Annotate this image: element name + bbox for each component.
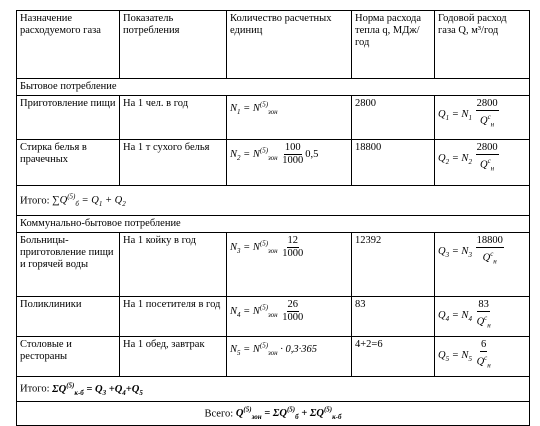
header-norm: Норма расхода тепла q, МДж/год	[352, 11, 435, 79]
row-norm: 83	[352, 297, 435, 337]
section-row-communal	[17, 216, 530, 233]
row-norm: 2800	[352, 96, 435, 140]
row-units-formula: $N_1 = N^{(5)}_{зон}$	[227, 96, 352, 140]
table-row	[17, 297, 530, 337]
grand-total-row	[17, 401, 530, 426]
row-q-formula: $Q_4 = N_4$ $\frac{83}{Q^c_н}$	[435, 297, 530, 337]
row-q-formula: $Q_2 = N_2$ $\frac{2800}{Q^c_н}$	[435, 140, 530, 186]
row-units-formula: $N_3 = N^{(5)}_{зон}$ $\frac{12}{1000}$	[227, 233, 352, 297]
section-communal: Коммунально-бытовое потребление	[17, 216, 530, 233]
table-row	[17, 337, 530, 377]
header-units: Количество расчетных единиц	[227, 11, 352, 79]
row-indicator: На 1 т сухого белья	[120, 140, 227, 186]
grand-total: Всего: $Q^{(5)}_{зон} = \Sigma Q^{(5)}_б + \Sigma Q^{(5)}_{к-б}$	[17, 401, 530, 426]
row-name: Приготовление пищи	[17, 96, 120, 140]
communal-total: Итого: $\Sigma Q^{(5)}_{к-б} = Q_3 +Q_4+Q_5$	[17, 377, 530, 402]
section-row-household	[17, 79, 530, 96]
row-indicator: На 1 обед, завтрак	[120, 337, 227, 377]
header-annual-consumption: Годовой расход газа Q, м³/год	[435, 11, 530, 79]
row-name: Поликлиники	[17, 297, 120, 337]
communal-total-row	[17, 377, 530, 402]
row-name: Столовые и рестораны	[17, 337, 120, 377]
section-household: Бытовое потребление	[17, 79, 530, 96]
row-indicator: На 1 койку в год	[120, 233, 227, 297]
row-units-formula: $N_4 = N^{(5)}_{зон}$ $\frac{26}{1000}$	[227, 297, 352, 337]
row-norm: 12392	[352, 233, 435, 297]
row-name: Больницы- приготовление пищи и горячей воды	[17, 233, 120, 297]
household-total-row	[17, 186, 530, 216]
row-norm: 18800	[352, 140, 435, 186]
header-purpose: Назначение расходуемого газа	[17, 11, 120, 79]
household-total: Итого: $\sum Q^{(5)}_б = Q_1 + Q_2$	[17, 186, 530, 216]
row-norm: 4+2=6	[352, 337, 435, 377]
row-q-formula: $Q_1 = N_1$ $\frac{2800}{Q^c_н}$	[435, 96, 530, 140]
row-q-formula: $Q_5 = N_5$ $\frac{6}{Q^c_н}$	[435, 337, 530, 377]
row-name: Стирка белья в прачечных	[17, 140, 120, 186]
row-units-formula: $N_2 = N^{(5)}_{зон}$ $\frac{100}{1000}$ 0,5	[227, 140, 352, 186]
header-row	[17, 11, 530, 79]
table-row	[17, 96, 530, 140]
table-row	[17, 140, 530, 186]
row-q-formula: $Q_3 = N_3$ $\frac{18800}{Q^c_н}$	[435, 233, 530, 297]
header-indicator: Показатель потребления	[120, 11, 227, 79]
table-row	[17, 233, 530, 297]
row-units-formula: $N_5 = N^{(5)}_{зон} \cdot 0,3\cdot 365$	[227, 337, 352, 377]
row-indicator: На 1 чел. в год	[120, 96, 227, 140]
gas-consumption-table	[16, 10, 530, 426]
row-indicator: На 1 посетителя в год	[120, 297, 227, 337]
